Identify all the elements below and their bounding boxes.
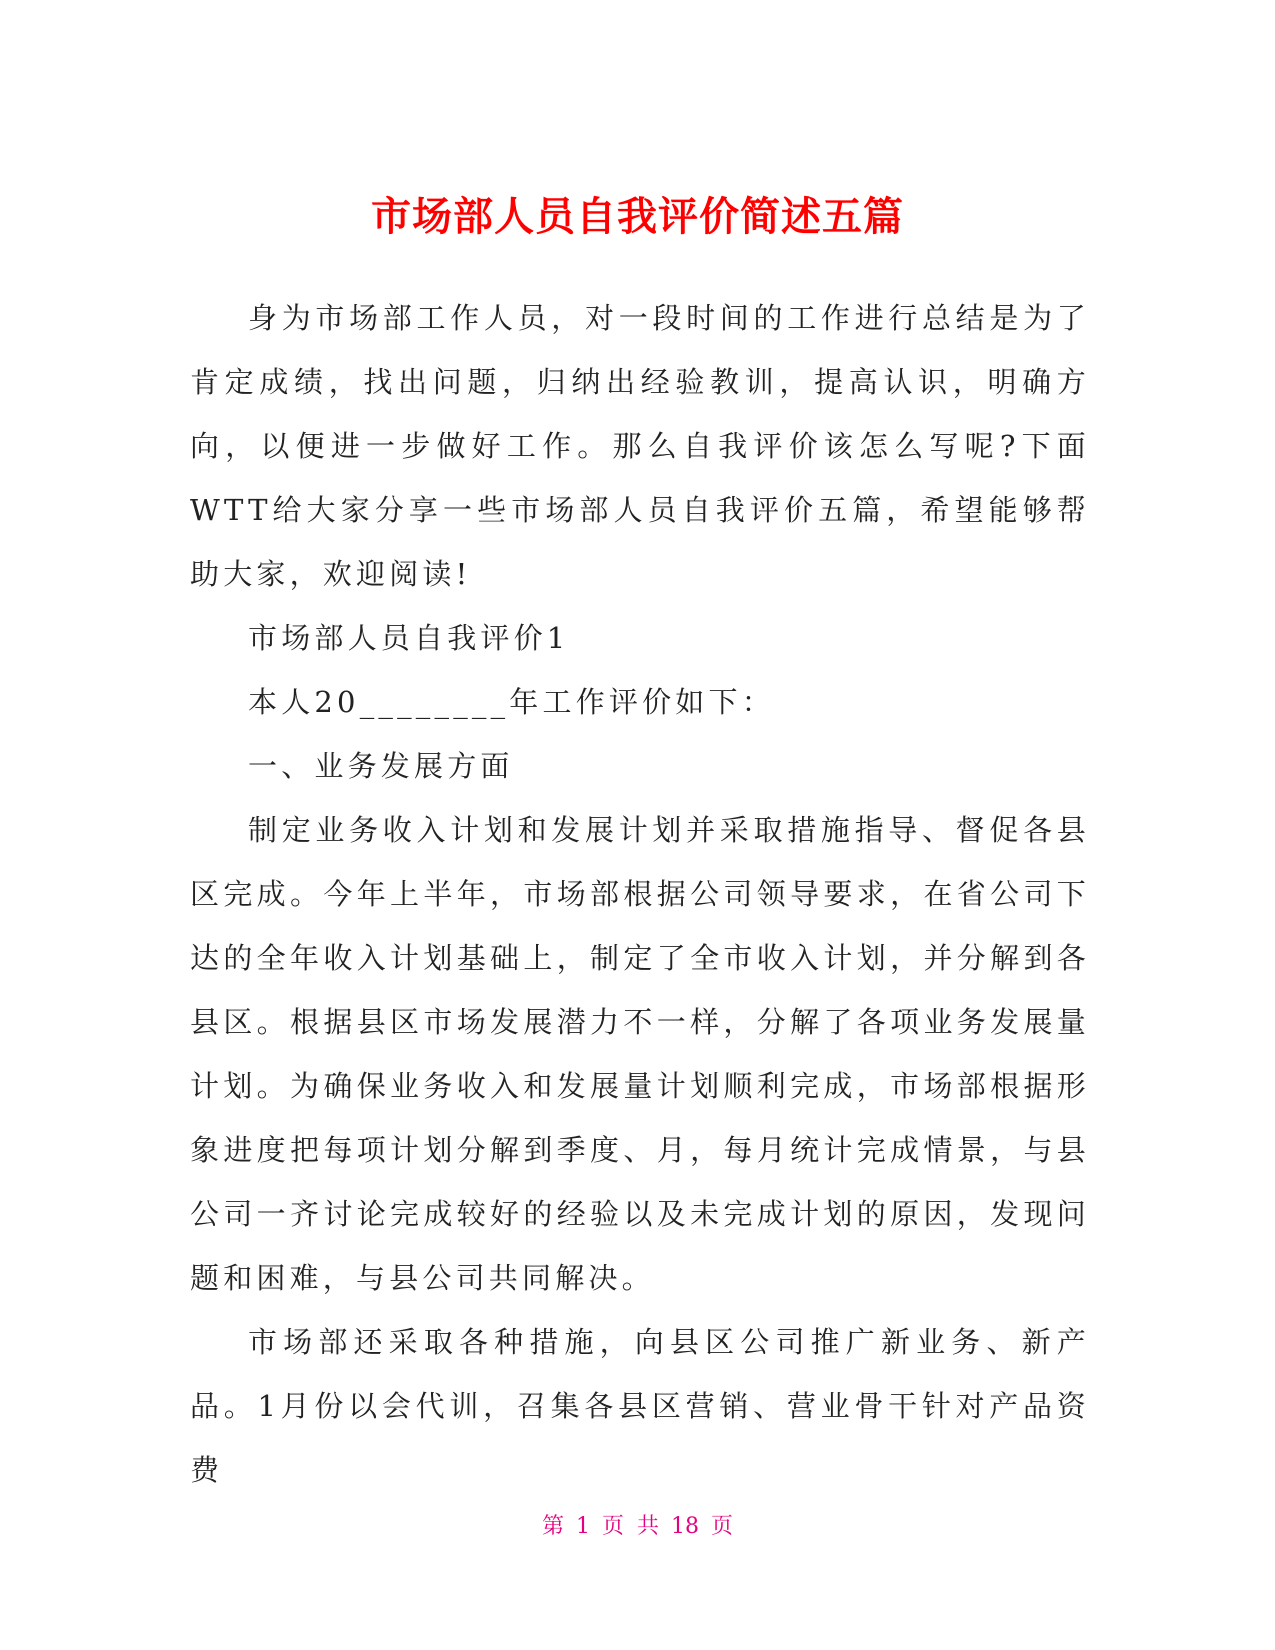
page-footer [0,1512,1275,1542]
footer-prefix: 第 [541,1514,564,1539]
document-body [190,286,1090,1502]
footer-suffix: 页 [711,1514,734,1539]
paragraph: 制定业务收入计划和发展计划并采取措施指导、督促各县区完成。今年上半年，市场部根据公司领导要求，在省公司下达的全年收入计划基础上，制定了全市收入计划，并分解到各县区。根据县区市场发展潜力不一样，分解了各项业务发展量计划。为确保业务收入和发展量计划顺利完成，市场部根据形象进度把每项计划分解到季度、月，每月统计完成情景，与县公司一齐讨论完成较好的经验以及未完成计划的原因，发现问题和困难，与县公司共同解决。 [190,813,1090,1295]
subsection-heading: 一、业务发展方面 [248,749,514,783]
footer-page-number: 1 [576,1514,590,1539]
section-heading: 市场部人员自我评价1 [248,621,570,655]
footer-mid: 页 共 [602,1514,659,1539]
document-title: 市场部人员自我评价简述五篇 [371,193,904,240]
intro-paragraph: 身为市场部工作人员，对一段时间的工作进行总结是为了肯定成绩，找出问题，归纳出经验教训，提高认识，明确方向，以便进一步做好工作。那么自我评价该怎么写呢?下面WTT给大家分享一些市场部人员自我评价五篇，希望能够帮助大家，欢迎阅读! [190,301,1090,591]
paragraph: 市场部还采取各种措施，向县区公司推广新业务、新产品。1月份以会代训，召集各县区营销、营业骨干针对产品资费 [190,1325,1090,1487]
footer-total-pages: 18 [671,1514,699,1539]
paragraph: 本人20________年工作评价如下： [248,685,775,719]
